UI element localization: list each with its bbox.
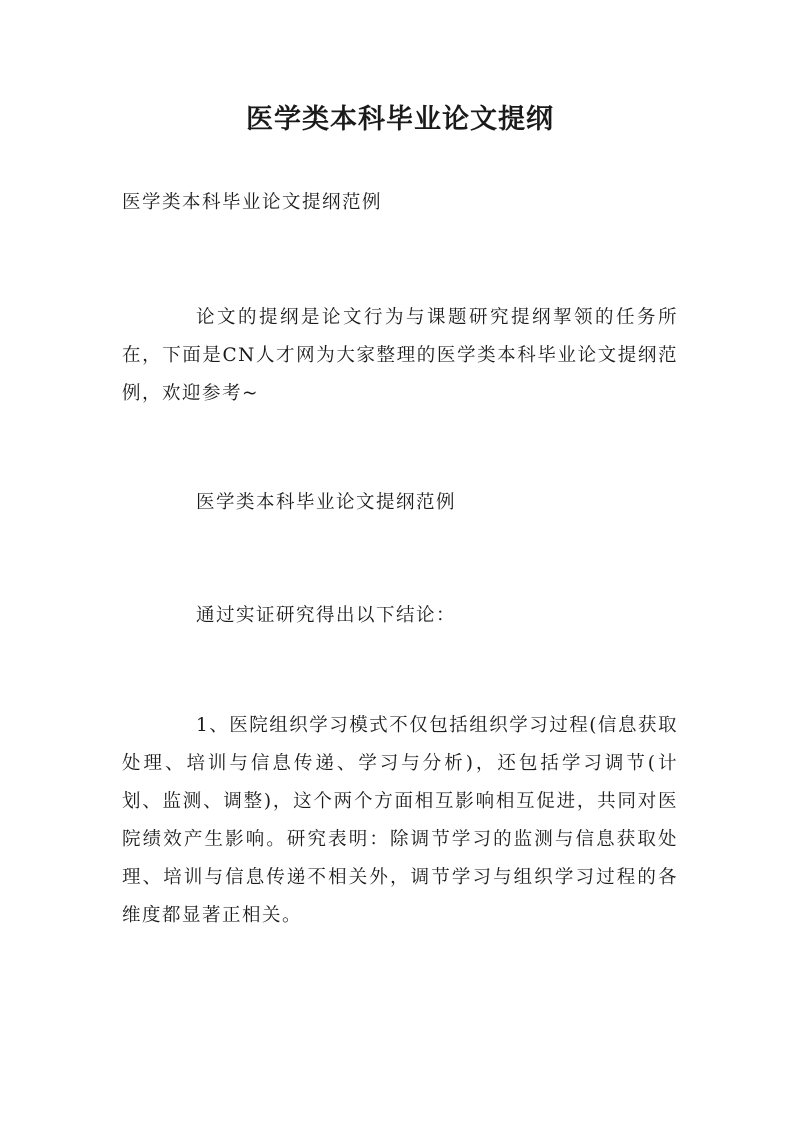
conclusion-lead-paragraph: 通过实证研究得出以下结论：: [196, 605, 457, 626]
section-heading: 医学类本科毕业论文提纲范例: [196, 492, 457, 513]
document-subtitle: 医学类本科毕业论文提纲范例: [122, 192, 383, 213]
conclusion-point-1: 1、医院组织学习模式不仅包括组织学习过程(信息获取处理、培训与信息传递、学习与分析)，还包括学习调节(计划、监测、调整)，这个两个方面相互影响相互促进，共同对医院绩效产生影响。研究表明：除调节学习的监测与信息获取处理、培训与信息传递不相关外，调节学习与组织学习过程的各维度都显著正相关。: [122, 715, 678, 926]
intro-paragraph: 论文的提纲是论文行为与课题研究提纲挈领的任务所在，下面是CN人才网为大家整理的医学类本科毕业论文提纲范例，欢迎参考~: [122, 307, 678, 404]
document-title: 医学类本科毕业论文提纲: [246, 104, 554, 135]
